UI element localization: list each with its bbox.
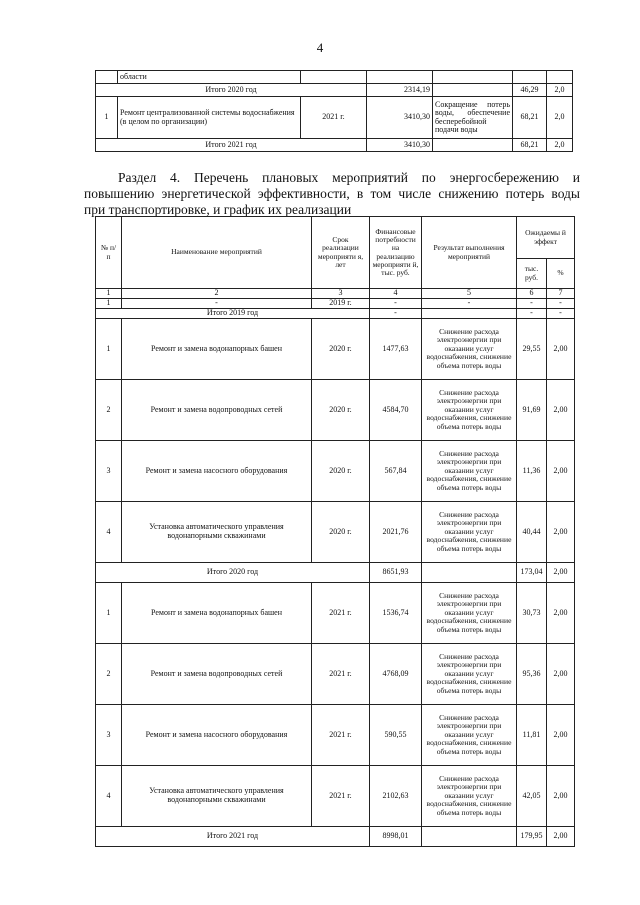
row-number: 1 (96, 299, 122, 309)
row-number: 4 (96, 766, 122, 827)
total-effect-pct: 2,0 (547, 139, 573, 152)
activity-name: Ремонт и замена насосного оборудования (122, 441, 312, 502)
activity-finance: 2102,63 (370, 766, 422, 827)
table-row-total (96, 563, 575, 583)
activity-finance: 2021,76 (370, 502, 422, 563)
effect-pct: 2,00 (547, 583, 575, 644)
header-effect-rub: тыс. руб. (517, 259, 547, 289)
effect-rub: 42,05 (517, 766, 547, 827)
effect-pct: 2,0 (547, 97, 573, 139)
activity-result: Снижение расхода электроэнергии при оказании услуг водоснабжения, снижение объема потерь воды (422, 319, 517, 380)
total-label: Итого 2020 год (96, 563, 370, 583)
table-cell (96, 71, 118, 84)
header-effect-pct: % (547, 259, 575, 289)
activity-result: - (422, 299, 517, 309)
table-cell (547, 71, 573, 84)
total-finance: - (370, 309, 422, 319)
effect-pct: 2,00 (547, 705, 575, 766)
section-heading (84, 170, 580, 218)
heading-line: Раздел 4. Перечень плановых мероприятий по энергосбережению и (118, 170, 580, 185)
table-row (96, 705, 575, 766)
activity-term: 2020 г. (312, 441, 370, 502)
activity-finance: 590,55 (370, 705, 422, 766)
total-finance: 8651,93 (370, 563, 422, 583)
total-effect-rub: 68,21 (513, 139, 547, 152)
header-finance: Финансовые потребности на реализацию мероприяти й, тыс. руб. (370, 217, 422, 289)
table-row-total (96, 309, 575, 319)
activity-term: 2021 г. (312, 766, 370, 827)
activity-name: Установка автоматического управления водонапорными скважинами (122, 502, 312, 563)
table-row-total (96, 84, 573, 97)
header-result: Результат выполнения мероприятий (422, 217, 517, 289)
column-number: 5 (422, 289, 517, 299)
table-cell (433, 84, 513, 97)
effect-pct: - (547, 299, 575, 309)
table-row-total (96, 139, 573, 152)
activity-term: 2021 г. (301, 97, 367, 139)
row-number: 1 (96, 583, 122, 644)
total-label: Итого 2020 год (96, 84, 367, 97)
heading-line: повышению энергетической эффективности, в том числе снижению потерь воды (84, 186, 580, 201)
row-number: 2 (96, 644, 122, 705)
row-number: 3 (96, 441, 122, 502)
table-row (96, 71, 573, 84)
table-row (96, 299, 575, 309)
activity-name: Установка автоматического управления водонапорными скважинами (122, 766, 312, 827)
total-effect-rub: 179,95 (517, 827, 547, 847)
effect-rub: 40,44 (517, 502, 547, 563)
table-row (96, 97, 573, 139)
activity-finance: 4768,09 (370, 644, 422, 705)
total-effect-rub: - (517, 309, 547, 319)
column-number: 4 (370, 289, 422, 299)
activity-name: Ремонт и замена насосного оборудования (122, 705, 312, 766)
header-name: Наименование мероприятий (122, 217, 312, 289)
table-row (96, 380, 575, 441)
table-row (96, 644, 575, 705)
activity-finance: 4584,70 (370, 380, 422, 441)
effect-pct: 2,00 (547, 319, 575, 380)
total-result (422, 563, 517, 583)
activity-result: Снижение расхода электроэнергии при оказании услуг водоснабжения, снижение объема потерь воды (422, 705, 517, 766)
continuation-table (95, 70, 573, 152)
activity-term: 2021 г. (312, 705, 370, 766)
table-cell (433, 139, 513, 152)
effect-rub: 11,36 (517, 441, 547, 502)
column-numbers-row (96, 289, 575, 299)
effect-rub: 11,81 (517, 705, 547, 766)
row-number: 3 (96, 705, 122, 766)
header-num: № п/ п (96, 217, 122, 289)
table-cell (367, 71, 433, 84)
activity-term: 2020 г. (312, 502, 370, 563)
activity-finance: 1477,63 (370, 319, 422, 380)
table-row (96, 319, 575, 380)
activity-result: Снижение расхода электроэнергии при оказании услуг водоснабжения, снижение объема потерь воды (422, 502, 517, 563)
effect-pct: 2,00 (547, 766, 575, 827)
row-number: 2 (96, 380, 122, 441)
header-term: Срок реализации мероприяти я, лет (312, 217, 370, 289)
activity-finance: 1536,74 (370, 583, 422, 644)
activity-finance: - (370, 299, 422, 309)
effect-rub: 95,36 (517, 644, 547, 705)
total-effect-pct: 2,0 (547, 84, 573, 97)
total-effect-pct: - (547, 309, 575, 319)
activity-finance: 3410,30 (367, 97, 433, 139)
activity-name: - (122, 299, 312, 309)
activities-table (95, 216, 575, 847)
total-effect-pct: 2,00 (547, 563, 575, 583)
column-number: 1 (96, 289, 122, 299)
total-effect-rub: 173,04 (517, 563, 547, 583)
total-finance: 8998,01 (370, 827, 422, 847)
heading-line: при транспортировке, и график их реализации (84, 202, 352, 217)
effect-pct: 2,00 (547, 380, 575, 441)
table-row (96, 502, 575, 563)
activity-result: Снижение расхода электроэнергии при оказании услуг водоснабжения, снижение объема потерь воды (422, 380, 517, 441)
table-row (96, 766, 575, 827)
table-cell: области (118, 71, 301, 84)
effect-pct: 2,00 (547, 644, 575, 705)
row-number: 1 (96, 97, 118, 139)
activity-result: Снижение расхода электроэнергии при оказании услуг водоснабжения, снижение объема потерь воды (422, 766, 517, 827)
activity-result: Сокращение потерь воды, обеспечение бесперебойной подачи воды (433, 97, 513, 139)
table-row (96, 441, 575, 502)
activity-name: Ремонт и замена водопроводных сетей (122, 380, 312, 441)
table-cell (301, 71, 367, 84)
table-row (96, 583, 575, 644)
total-label: Итого 2019 год (96, 309, 370, 319)
activity-finance: 567,84 (370, 441, 422, 502)
activity-name: Ремонт и замена водопроводных сетей (122, 644, 312, 705)
total-finance: 2314,19 (367, 84, 433, 97)
activity-name: Ремонт и замена водонапорных башен (122, 583, 312, 644)
table-cell (513, 71, 547, 84)
activity-term: 2020 г. (312, 380, 370, 441)
row-number: 4 (96, 502, 122, 563)
total-effect-rub: 46,29 (513, 84, 547, 97)
activity-term: 2019 г. (312, 299, 370, 309)
total-label: Итого 2021 год (96, 827, 370, 847)
activity-term: 2020 г. (312, 319, 370, 380)
column-number: 3 (312, 289, 370, 299)
activity-name: Ремонт и замена водонапорных башен (122, 319, 312, 380)
total-effect-pct: 2,00 (547, 827, 575, 847)
row-number: 1 (96, 319, 122, 380)
total-label: Итого 2021 год (96, 139, 367, 152)
activity-result: Снижение расхода электроэнергии при оказании услуг водоснабжения, снижение объема потерь воды (422, 644, 517, 705)
table-cell (433, 71, 513, 84)
effect-rub: 30,73 (517, 583, 547, 644)
activity-term: 2021 г. (312, 644, 370, 705)
effect-rub: 91,69 (517, 380, 547, 441)
column-number: 7 (547, 289, 575, 299)
total-result (422, 309, 517, 319)
effect-pct: 2,00 (547, 441, 575, 502)
total-result (422, 827, 517, 847)
table-row-total (96, 827, 575, 847)
page-number: 4 (316, 40, 324, 55)
activity-name: Ремонт централизованной системы водоснабжения (в целом по организации) (118, 97, 301, 139)
table-header-row (96, 217, 575, 259)
column-number: 6 (517, 289, 547, 299)
effect-rub: 29,55 (517, 319, 547, 380)
effect-rub: 68,21 (513, 97, 547, 139)
effect-pct: 2,00 (547, 502, 575, 563)
total-finance: 3410,30 (367, 139, 433, 152)
activity-result: Снижение расхода электроэнергии при оказании услуг водоснабжения, снижение объема потерь воды (422, 441, 517, 502)
activity-result: Снижение расхода электроэнергии при оказании услуг водоснабжения, снижение объема потерь воды (422, 583, 517, 644)
header-effect: Ожидаемы й эффект (517, 217, 575, 259)
column-number: 2 (122, 289, 312, 299)
activity-term: 2021 г. (312, 583, 370, 644)
effect-rub: - (517, 299, 547, 309)
